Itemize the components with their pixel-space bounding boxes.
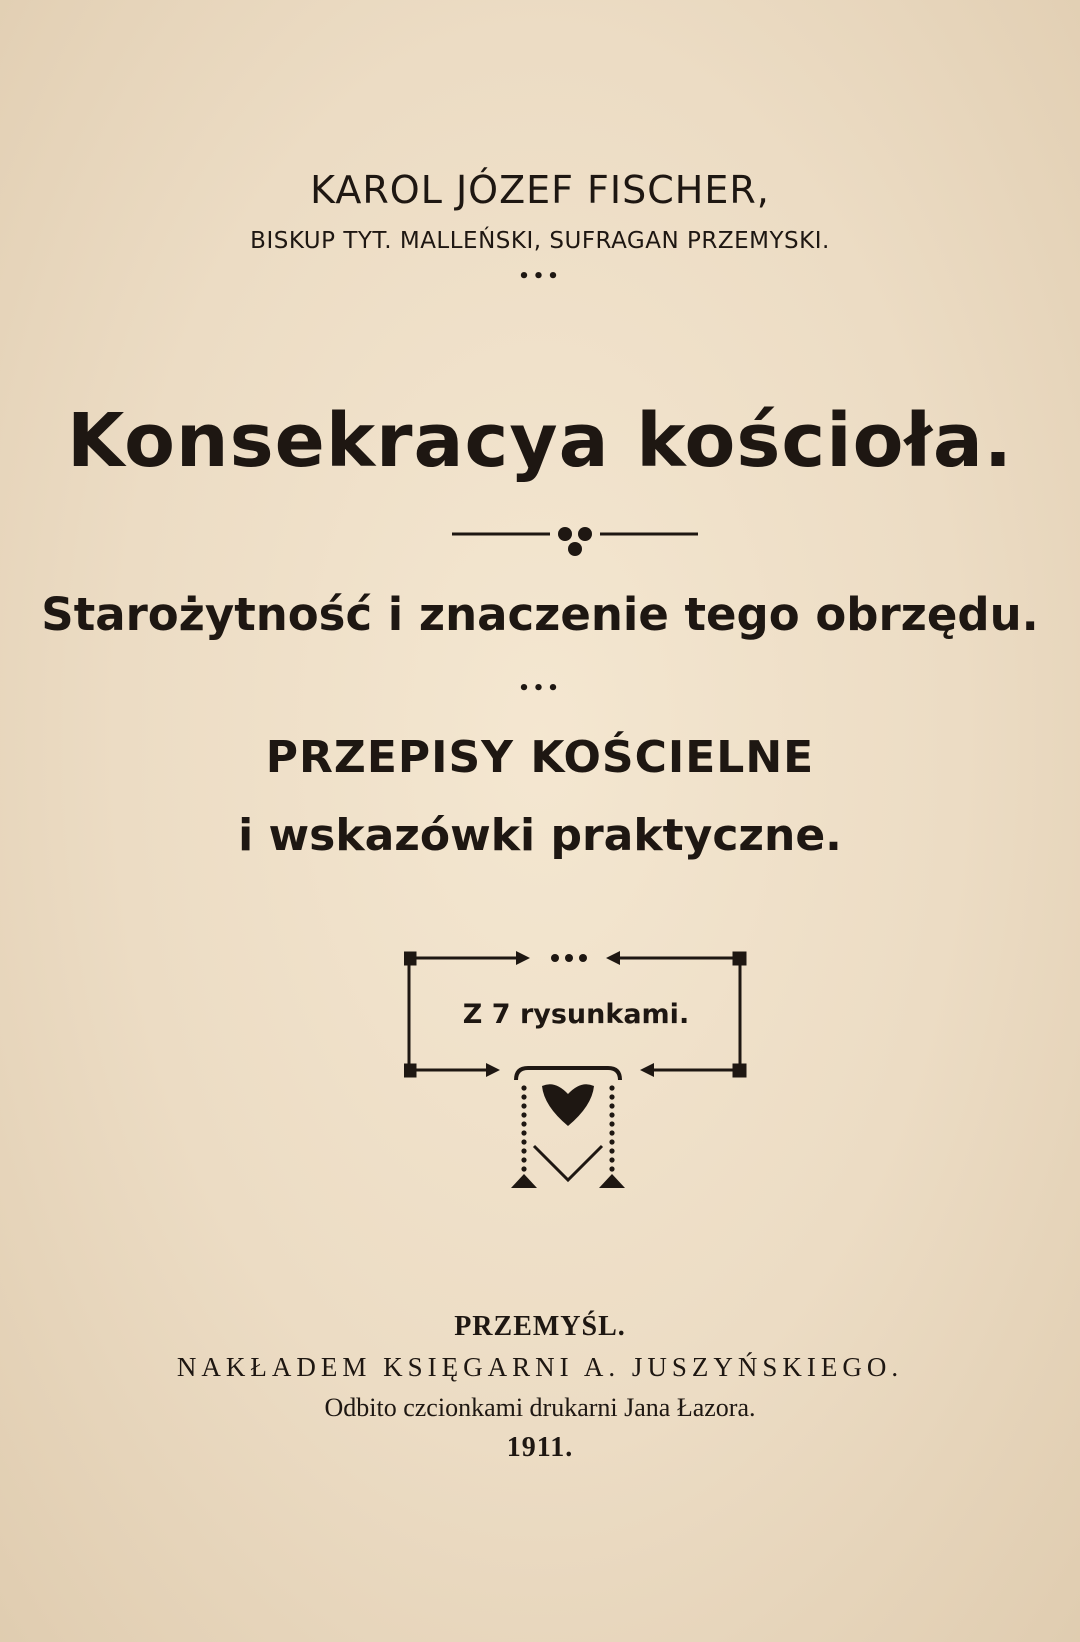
trefoil-rule-ornament-icon: [450, 520, 700, 560]
author-title: BISKUP TYT. MALLEŃSKI, SUFRAGAN PRZEMYSKI.: [250, 228, 830, 254]
imprint-place: PRZEMYŚL.: [454, 1311, 626, 1342]
dots-separator-middle: •••: [518, 678, 562, 699]
author-name: KAROL JÓZEF FISCHER,: [310, 168, 770, 212]
imprint-year: 1911.: [506, 1432, 574, 1463]
subtitle: Starożytność i znaczenie tego obrzędu.: [41, 588, 1039, 641]
main-title: Konsekracya kościoła.: [67, 398, 1013, 484]
imprint-publisher: NAKŁADEM KSIĘGARNI A. JUSZYŃSKIEGO.: [176, 1352, 904, 1382]
dots-separator-top: •••: [518, 266, 562, 287]
printer-mark-icon: [511, 1068, 625, 1188]
framed-box-ornament-icon: [404, 948, 758, 1208]
section-title: PRZEPISY KOŚCIELNE: [265, 732, 815, 783]
illustrations-note: Z 7 rysunkami.: [462, 999, 690, 1030]
section-subtitle: i wskazówki praktyczne.: [238, 810, 842, 861]
imprint-printer: Odbito czcionkami drukarni Jana Łazora.: [324, 1393, 756, 1422]
